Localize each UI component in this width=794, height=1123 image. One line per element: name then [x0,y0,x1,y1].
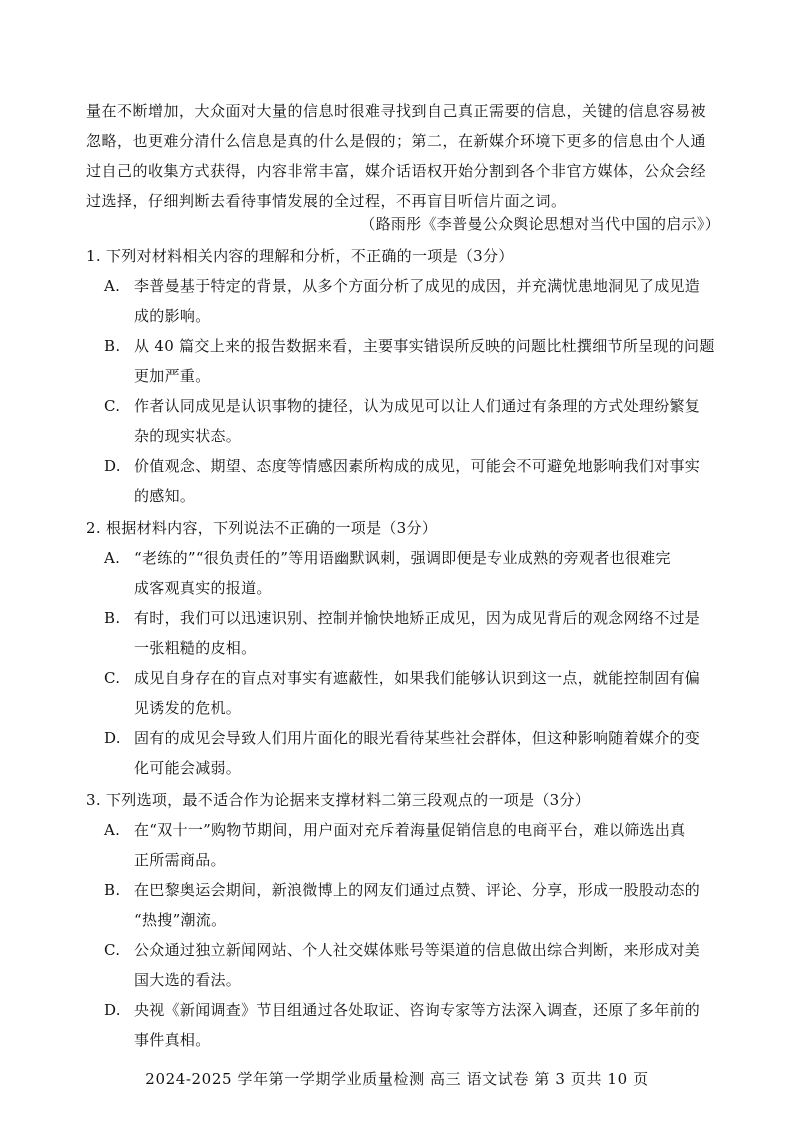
option-line: 事件真相。 [134,1031,211,1049]
intro-line: 忽略，也更难分清什么信息是真的什么是假的；第二，在新媒介环境下更多的信息由个人通 [86,132,707,150]
intro-line: 量在不断增加，大众面对大量的信息时很难寻找到自己真正需要的信息，关键的信息容易被 [86,102,707,120]
intro-line: 过自己的收集方式获得，内容非常丰富，媒介话语权开始分割到各个非官方媒体，公众会经 [86,162,707,180]
option-line: 价值观念、期望、态度等情感因素所构成的成见，可能会不可避免地影响我们对事实 [134,457,701,475]
option-line: 从 40 篇交上来的报告数据来看，主要事实错误所反映的问题比杜撰细节所呈现的问题 [134,337,715,355]
option-line: 央视《新闻调查》节目组通过各处取证、咨询专家等方法深入调查，还原了多年前的 [134,1001,701,1019]
option-letter: D. [104,729,121,747]
question-stem: 3. 下列选项，最不适合作为论据来支撑材料二第三段观点的一项是（3分） [86,791,591,809]
option-line: 一张粗糙的皮相。 [134,639,257,657]
option-letter: C. [104,941,121,959]
option-line: 杂的现实状态。 [134,427,242,445]
option-letter: A. [104,277,121,295]
option-b [86,331,716,391]
option-letter: B. [104,609,121,627]
option-line: 更加严重。 [134,367,211,385]
intro-line: 过选择，仔细判断去看待事情发展的全过程，不再盲目听信片面之词。 [86,192,567,210]
option-c [86,663,716,723]
option-c [86,935,716,995]
option-line: 成客观真实的报道。 [134,579,272,597]
page-footer: 2024-2025 学年第一学期学业质量检测 高三 语文试卷 第 3 页共 10 页 [145,1070,649,1088]
option-letter: A. [104,549,121,567]
option-line: “老练的”“很负责任的”等用语幽默讽刺，强调即便是专业成熟的旁观者也很难完 [134,549,671,567]
option-a [86,815,716,875]
question-2 [86,513,716,783]
option-line: 化可能会减弱。 [134,759,242,777]
option-line: 李普曼基于特定的背景，从多个方面分析了成见的成因，并充满忧患地洞见了成见造 [134,277,701,295]
option-line: 国大选的看法。 [134,971,242,989]
option-letter: C. [104,397,121,415]
option-line: 见诱发的危机。 [134,699,242,717]
option-letter: A. [104,821,121,839]
option-c [86,391,716,451]
option-line: 作者认同成见是认识事物的捷径，认为成见可以让人们通过有条理的方式处理纷繁复 [134,397,701,415]
option-a [86,271,716,331]
option-line: 有时，我们可以迅速识别、控制并愉快地矫正成见，因为成见背后的观念网络不过是 [134,609,701,627]
question-3 [86,785,716,1055]
question-1 [86,241,716,511]
option-letter: B. [104,881,121,899]
option-b [86,603,716,663]
option-letter: D. [104,457,121,475]
option-line: 在“双十一”购物节期间，用户面对充斥着海量促销信息的电商平台，难以筛选出真 [134,821,686,839]
option-letter: B. [104,337,121,355]
option-d [86,451,716,511]
option-line: “热搜”潮流。 [134,911,227,929]
option-letter: D. [104,1001,121,1019]
question-stem: 1. 下列对材料相关内容的理解和分析，不正确的一项是（3分） [86,247,514,265]
option-line: 成见自身存在的盲点对事实有遮蔽性，如果我们能够认识到这一点，就能控制固有偏 [134,669,701,687]
option-d [86,995,716,1055]
option-line: 在巴黎奥运会期间，新浪微博上的网友们通过点赞、评论、分享，形成一股股动态的 [134,881,701,899]
option-line: 公众通过独立新闻网站、个人社交媒体账号等渠道的信息做出综合判断，来形成对美 [134,941,701,959]
option-a [86,543,716,603]
option-line: 的感知。 [134,487,196,505]
option-line: 正所需商品。 [134,851,226,869]
question-stem: 2. 根据材料内容，下列说法不正确的一项是（3分） [86,519,438,537]
option-d [86,723,716,783]
option-line: 固有的成见会导致人们用片面化的眼光看待某些社会群体，但这种影响随着媒介的变 [134,729,701,747]
option-b [86,875,716,935]
intro-passage [86,96,714,216]
option-letter: C. [104,669,121,687]
source-citation: （路雨彤《李普曼公众舆论思想对当代中国的启示》） [360,215,720,233]
option-line: 成的影响。 [134,307,211,325]
